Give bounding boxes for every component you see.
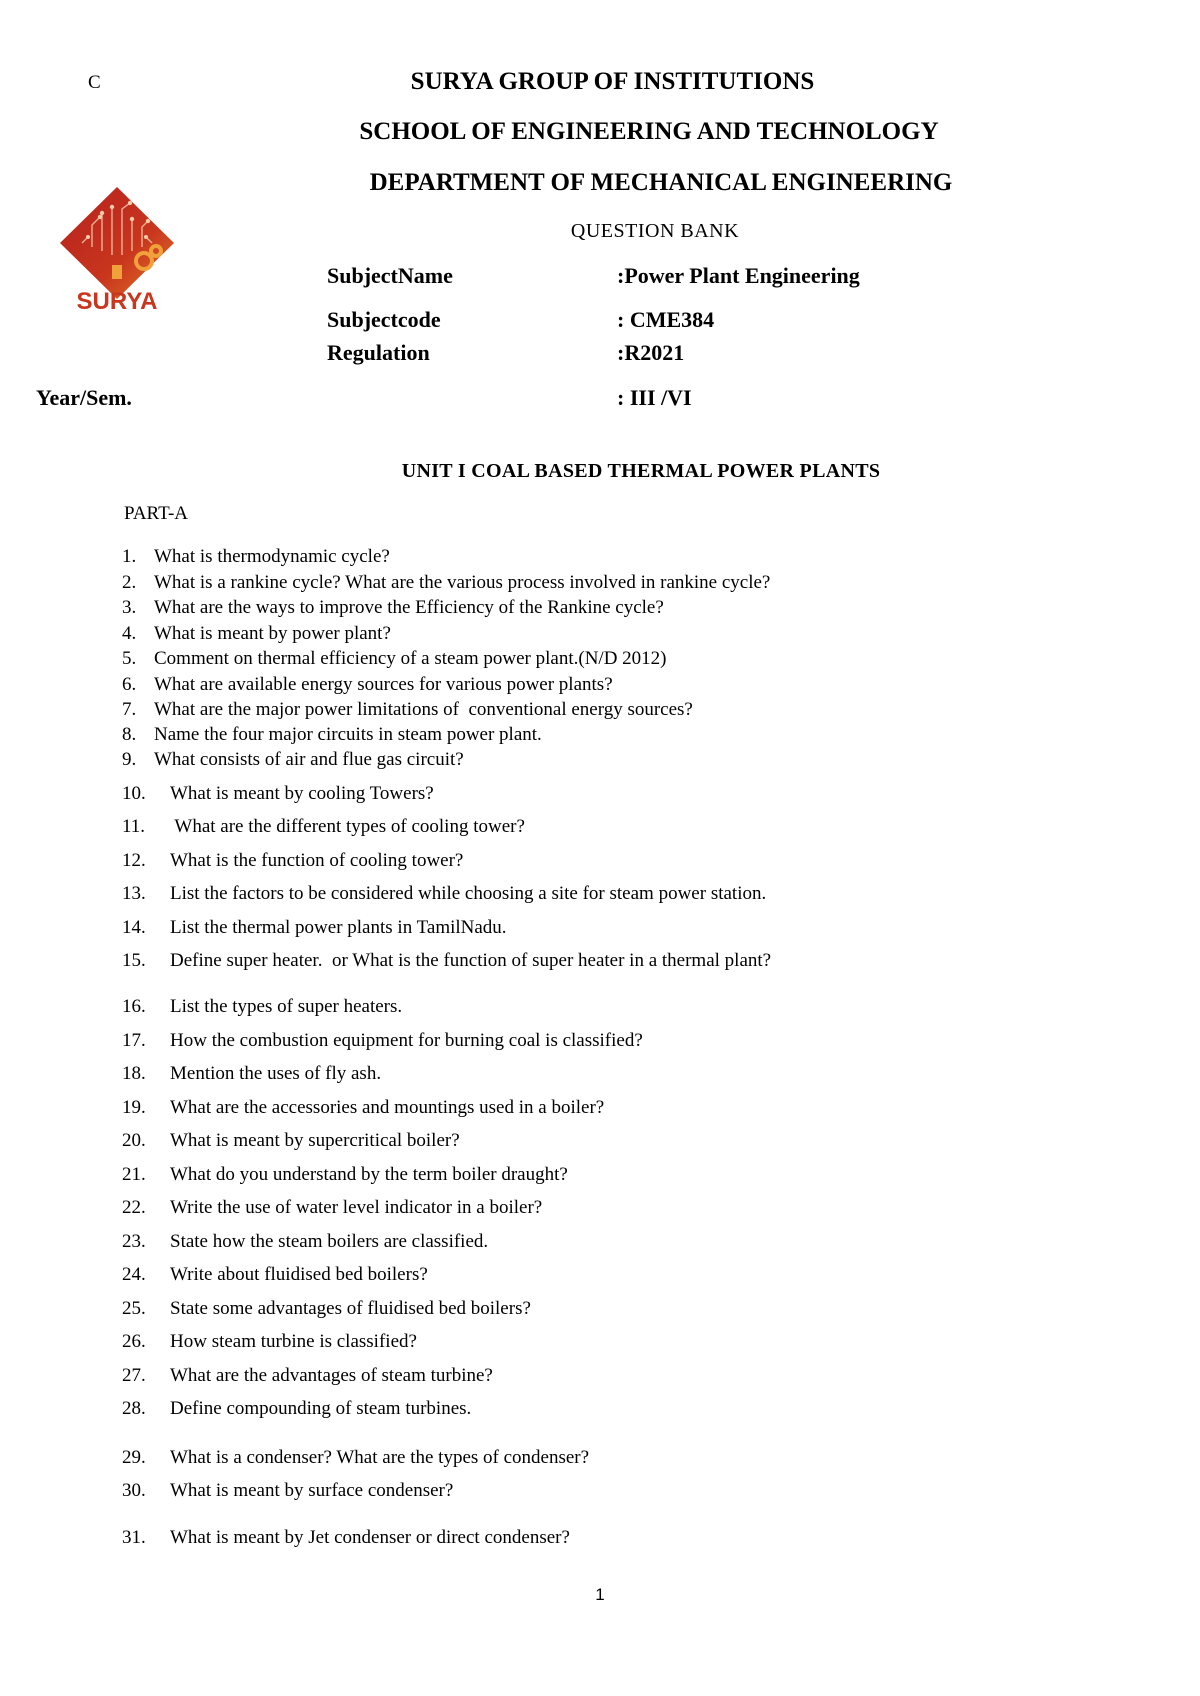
question-text: Define compounding of steam turbines. [170, 1398, 472, 1419]
question-item [122, 850, 463, 872]
question-item [122, 950, 771, 972]
question-text: What is thermodynamic cycle? [154, 546, 390, 567]
question-number: 24. [122, 1264, 146, 1285]
regulation-label: Regulation [327, 340, 430, 365]
school-name: SCHOOL OF ENGINEERING AND TECHNOLOGY [359, 118, 939, 145]
question-number: 5. [122, 648, 137, 669]
question-text: Name the four major circuits in steam power plant. [154, 724, 542, 745]
subject-name-label: SubjectName [327, 263, 453, 288]
institution-name: SURYA GROUP OF INSTITUTIONS [410, 68, 815, 95]
question-number: 8. [122, 724, 137, 745]
question-text: What is a rankine cycle? What are the various process involved in rankine cycle? [154, 572, 771, 593]
question-number: 1. [122, 546, 137, 567]
question-number: 4. [122, 623, 137, 644]
question-text: What are the different types of cooling tower? [170, 816, 525, 837]
document-type: QUESTION BANK [570, 220, 740, 242]
question-item [122, 1527, 570, 1549]
question-number: 25. [122, 1298, 146, 1319]
question-text: Mention the uses of fly ash. [170, 1063, 382, 1084]
question-number: 11. [122, 816, 146, 837]
question-text: List the factors to be considered while choosing a site for steam power station. [170, 883, 767, 904]
question-item [122, 917, 507, 939]
question-text: Write the use of water level indicator in a boiler? [170, 1197, 543, 1218]
question-item [122, 749, 464, 771]
question-item [122, 1398, 471, 1420]
surya-logo-graphic [52, 185, 182, 315]
question-number: 23. [122, 1231, 146, 1252]
question-number: 10. [122, 783, 146, 804]
question-text: State some advantages of fluidised bed boilers? [170, 1298, 531, 1319]
question-number: 13. [122, 883, 146, 904]
question-number: 31. [122, 1527, 146, 1548]
question-text: What is a condenser? What are the types of condenser? [170, 1447, 590, 1468]
question-number: 2. [122, 572, 137, 593]
page-number: 1 [595, 1585, 605, 1604]
question-number: 22. [122, 1197, 146, 1218]
question-text: How the combustion equipment for burning coal is classified? [170, 1030, 643, 1051]
question-item [122, 783, 434, 805]
question-text: What are the accessories and mountings used in a boiler? [170, 1097, 605, 1118]
question-text: What consists of air and flue gas circuit? [154, 749, 464, 770]
question-item [122, 1480, 453, 1502]
question-text: What do you understand by the term boiler draught? [170, 1164, 568, 1185]
question-number: 17. [122, 1030, 146, 1051]
question-item [122, 1164, 568, 1186]
question-item [122, 674, 613, 696]
question-item [122, 1298, 531, 1320]
question-item [122, 572, 770, 594]
unit-title: UNIT I COAL BASED THERMAL POWER PLANTS [401, 460, 881, 482]
question-item [122, 1231, 488, 1253]
question-item [122, 1197, 542, 1219]
question-number: 9. [122, 749, 137, 770]
question-number: 27. [122, 1365, 146, 1386]
question-text: What is meant by Jet condenser or direct condenser? [170, 1527, 570, 1548]
question-text: What is the function of cooling tower? [170, 850, 464, 871]
question-item [122, 1063, 381, 1085]
question-text: Define super heater. or What is the function of super heater in a thermal plant? [170, 950, 772, 971]
regulation-value: :R2021 [617, 340, 685, 365]
question-number: 26. [122, 1331, 146, 1352]
question-text: What is meant by surface condenser? [170, 1480, 454, 1501]
logo-text: SURYA [76, 288, 158, 315]
question-item [122, 1264, 428, 1286]
question-text: What is meant by cooling Towers? [170, 783, 434, 804]
question-number: 14. [122, 917, 146, 938]
question-text: List the types of super heaters. [170, 996, 403, 1017]
question-item [122, 1447, 589, 1469]
question-item [122, 1365, 493, 1387]
question-item [122, 883, 766, 905]
year-sem-value: : III /VI [617, 385, 692, 410]
question-item [122, 1130, 460, 1152]
question-text: What are the ways to improve the Efficiency of the Rankine cycle? [154, 597, 664, 618]
question-item [122, 996, 402, 1018]
question-item [122, 1030, 643, 1052]
question-text: List the thermal power plants in TamilNadu. [170, 917, 507, 938]
question-number: 28. [122, 1398, 146, 1419]
question-text: State how the steam boilers are classified. [170, 1231, 489, 1252]
question-text: What is meant by power plant? [154, 623, 391, 644]
question-item [122, 699, 693, 721]
question-item [122, 1097, 604, 1119]
subject-name-value: :Power Plant Engineering [617, 263, 860, 288]
question-item [122, 648, 667, 670]
question-number: 12. [122, 850, 146, 871]
question-item [122, 816, 525, 838]
question-text: What are the advantages of steam turbine? [170, 1365, 493, 1386]
department-name: DEPARTMENT OF MECHANICAL ENGINEERING [369, 169, 953, 196]
question-text: How steam turbine is classified? [170, 1331, 417, 1352]
question-number: 19. [122, 1097, 146, 1118]
question-text: What are the major power limitations of conventional energy sources? [154, 699, 693, 720]
surya-logo [52, 185, 182, 315]
question-number: 6. [122, 674, 137, 695]
question-text: Comment on thermal efficiency of a steam power plant.(N/D 2012) [154, 648, 667, 669]
question-number: 16. [122, 996, 146, 1017]
question-number: 21. [122, 1164, 146, 1185]
subject-code-value: : CME384 [617, 307, 715, 332]
subject-code-label: Subjectcode [327, 307, 441, 332]
question-number: 30. [122, 1480, 146, 1501]
question-text: What is meant by supercritical boiler? [170, 1130, 460, 1151]
question-number: 20. [122, 1130, 146, 1151]
question-item [122, 1331, 417, 1353]
question-number: 29. [122, 1447, 146, 1468]
question-text: Write about fluidised bed boilers? [170, 1264, 428, 1285]
question-number: 3. [122, 597, 137, 618]
corner-mark: C [88, 72, 101, 93]
question-text: What are available energy sources for various power plants? [154, 674, 613, 695]
year-sem-label: Year/Sem. [36, 385, 132, 410]
question-item [122, 623, 391, 645]
question-number: 15. [122, 950, 146, 971]
question-number: 18. [122, 1063, 146, 1084]
part-title: PART-A [124, 503, 188, 524]
question-number: 7. [122, 699, 137, 720]
question-item [122, 597, 664, 619]
question-item [122, 724, 542, 746]
question-item [122, 546, 390, 568]
